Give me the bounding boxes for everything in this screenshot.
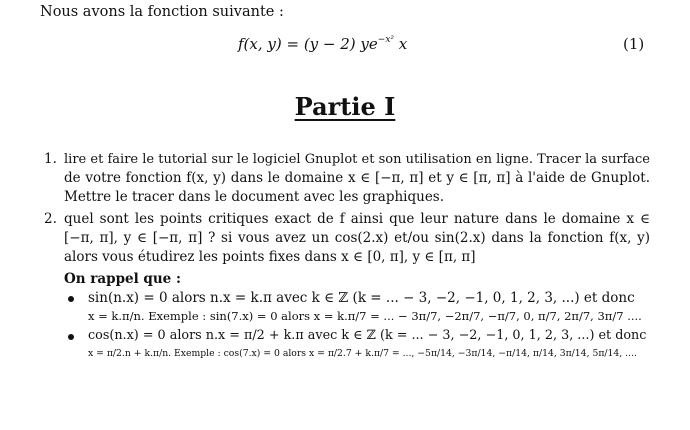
list-item-line: de votre fonction f(x, y) dans le domaine x ∈ [−π, π] et y ∈ [π, π] à l'aide de Gnuplot. <box>64 170 650 186</box>
list-item-body <box>64 210 650 267</box>
list-item-number: 2. <box>44 211 57 227</box>
equation-block <box>0 35 690 57</box>
bullet-line: x = π/2.n + k.π/n. Exemple : cos(7.x) = 0 alors x = π/2.7 + k.π/7 = ..., −5π/14, −3π/14, −π/14, π/14, 3π/14, 5π/14, .... <box>88 348 637 359</box>
part-title: Partie I <box>294 92 396 121</box>
list-item-number: 1. <box>44 151 57 167</box>
equation-exponent: −x² <box>377 35 395 45</box>
list-item-line: lire et faire le tutorial sur le logiciel Gnuplot et son utilisation en ligne. Tracer la surface <box>64 152 650 167</box>
list-item-line: [−π, π], y ∈ [−π, π] ? si vous avez un cos(2.x) et/ou sin(2.x) dans la fonction f(x, y) <box>64 230 650 246</box>
bullet-line: sin(n.x) = 0 alors n.x = k.π avec k ∈ ℤ (k = ... − 3, −2, −1, 0, 1, 2, 3, ...) et donc <box>88 290 635 306</box>
bullet-dot-icon <box>68 296 74 302</box>
bullet-line: cos(n.x) = 0 alors n.x = π/2 + k.π avec k ∈ ℤ (k = ... − 3, −2, −1, 0, 1, 2, 3, ...) et donc <box>88 328 647 343</box>
equation-formula <box>238 35 407 53</box>
bullet-dot-icon <box>68 334 74 340</box>
intro-text: Nous avons la fonction suivante : <box>40 4 284 20</box>
bullet-text <box>88 289 648 325</box>
list-item-2 <box>44 210 654 270</box>
equation-lhs: f(x, y) = (y − 2) ye <box>238 35 378 53</box>
bullet-text <box>88 327 648 363</box>
list-item-line: quel sont les points critiques exact de f ainsi que leur nature dans le domaine x ∈ <box>64 211 650 227</box>
bullet-line: x = k.π/n. Exemple : sin(7.x) = 0 alors x = k.π/7 = ... − 3π/7, −2π/7, −π/7, 0, π/7, 2π/7, 3π/7 .... <box>88 309 642 323</box>
bullet-item-cos <box>68 327 668 365</box>
equation-rhs: x <box>394 35 408 53</box>
list-item-1 <box>44 150 654 208</box>
rappel-heading: On rappel que : <box>64 271 181 287</box>
list-item-line: Mettre le tracer dans le document avec les graphiques. <box>64 189 445 205</box>
equation-number: (1) <box>623 35 645 53</box>
list-item-body <box>64 150 650 207</box>
list-item-line: alors vous étudirez les points fixes dans x ∈ [0, π], y ∈ [π, π] <box>64 249 476 265</box>
bullet-item-sin <box>68 289 658 327</box>
